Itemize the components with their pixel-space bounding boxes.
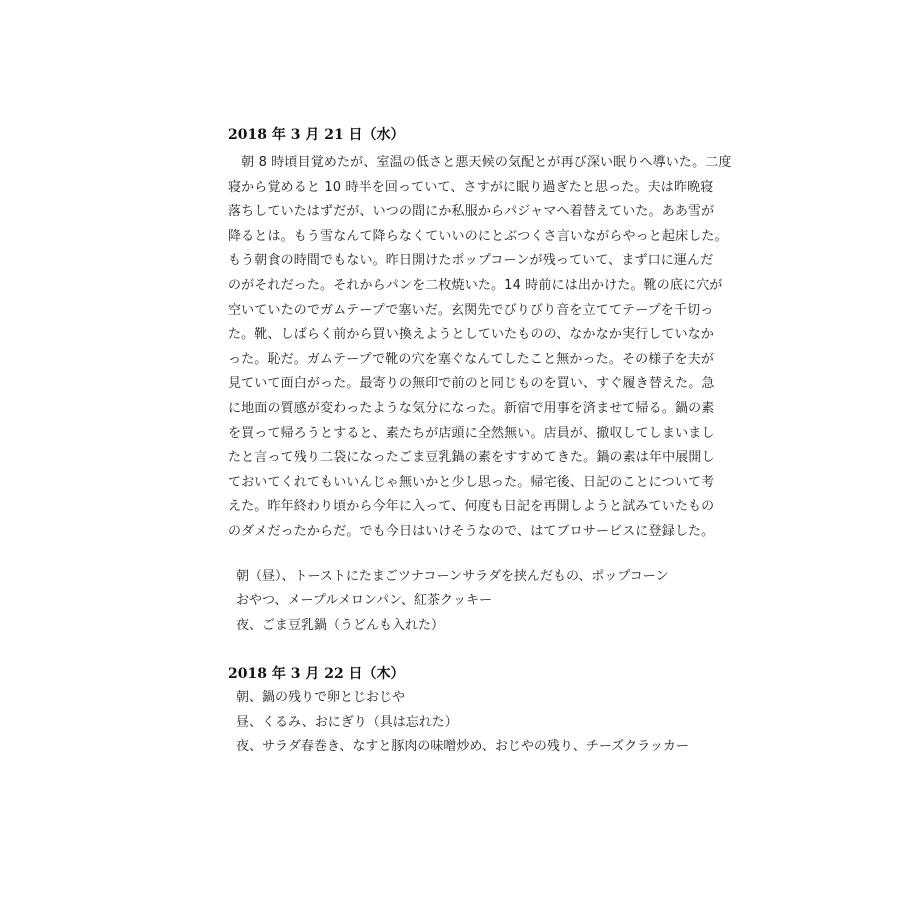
body-line: ておいてくれてもいいんじゃ無いかと少し思った。帰宅後、日記のことについて考 <box>228 474 715 490</box>
body-line: った。恥だ。ガムテープで靴の穴を塞ぐなんてしたこと無かった。その様子を夫が <box>228 351 715 367</box>
body-line: た。靴、しばらく前から買い換えようとしていたものの、なかなか実行していなか <box>228 327 715 343</box>
body-line: 朝 8 時頃目覚めたが、室温の低さと悪天候の気配とが再び深い眠りへ導いた。二度 <box>228 155 732 170</box>
body-line: 空いていたのでガムテープで塞いだ。玄関先でびりびり音を立ててテープを千切っ <box>228 302 714 318</box>
body-line: たと言って残り二袋になったごま豆乳鍋の素をすすめてきた。鍋の素は年中展開し <box>228 450 715 466</box>
meal-item-breakfast: 朝、鍋の残りで卵とじおじや <box>236 690 406 706</box>
meal-item-snack: おやつ、メープルメロンパン、紅茶クッキー <box>236 593 492 609</box>
meal-list <box>228 686 698 760</box>
body-line: に地面の質感が変わったような気分になった。新宿で用事を済ませて帰る。鍋の素 <box>228 400 715 416</box>
body-line: 見ていて面白がった。最寄りの無印で前のと同じものを買い、すぐ履き替えた。急 <box>228 376 715 392</box>
body-line: のがそれだった。それからパンを二枚焼いた。14 時前には出かけた。靴の底に穴が <box>228 277 723 293</box>
entry-body <box>228 151 732 545</box>
body-line: 落ちしていたはずだが、いつの間にか私服からパジャマへ着替えていた。ああ雪が <box>228 204 715 220</box>
diary-entry-2018-03-21 <box>228 125 732 638</box>
body-line: もう朝食の時間でもない。昨日開けたポップコーンが残っていて、まず口に運んだ <box>228 253 714 269</box>
entry-date-heading: 2018 年 3 月 22 日（木） <box>228 666 405 683</box>
meal-item-dinner: 夜、サラダ春巻き、なすと豚肉の味噌炒め、おじやの残り、チーズクラッカー <box>236 739 689 755</box>
meal-list <box>228 565 698 639</box>
body-line: を買って帰ろうとすると、素たちが店頭に全然無い。店員が、撤収してしまいまし <box>228 425 715 441</box>
meal-item-dinner: 夜、ごま豆乳鍋（うどんも入れた） <box>236 617 445 633</box>
body-line: 寝から覚めると 10 時半を回っていて、さすがに眠り過ぎたと思った。夫は昨晩寝 <box>228 179 714 195</box>
meal-item-breakfast: 朝（昼）、トーストにたまごツナコーンサラダを挟んだもの、ポップコーン <box>236 568 669 584</box>
entry-date-heading: 2018 年 3 月 21 日（水） <box>228 127 405 143</box>
diary-page <box>228 125 732 760</box>
meal-item-lunch: 昼、くるみ、おにぎり（具は忘れた） <box>236 714 458 730</box>
body-line: のダメだったからだ。でも今日はいけそうなので、はてブロサービスに登録した。 <box>228 523 715 539</box>
diary-entry-2018-03-22 <box>228 664 698 760</box>
body-line: 降るとは。もう雪なんて降らなくていいのにとぶつくさ言いながらやっと起床した。 <box>228 228 728 244</box>
body-line: えた。昨年終わり頃から今年に入って、何度も日記を再開しようと試みていたもの <box>228 499 715 515</box>
